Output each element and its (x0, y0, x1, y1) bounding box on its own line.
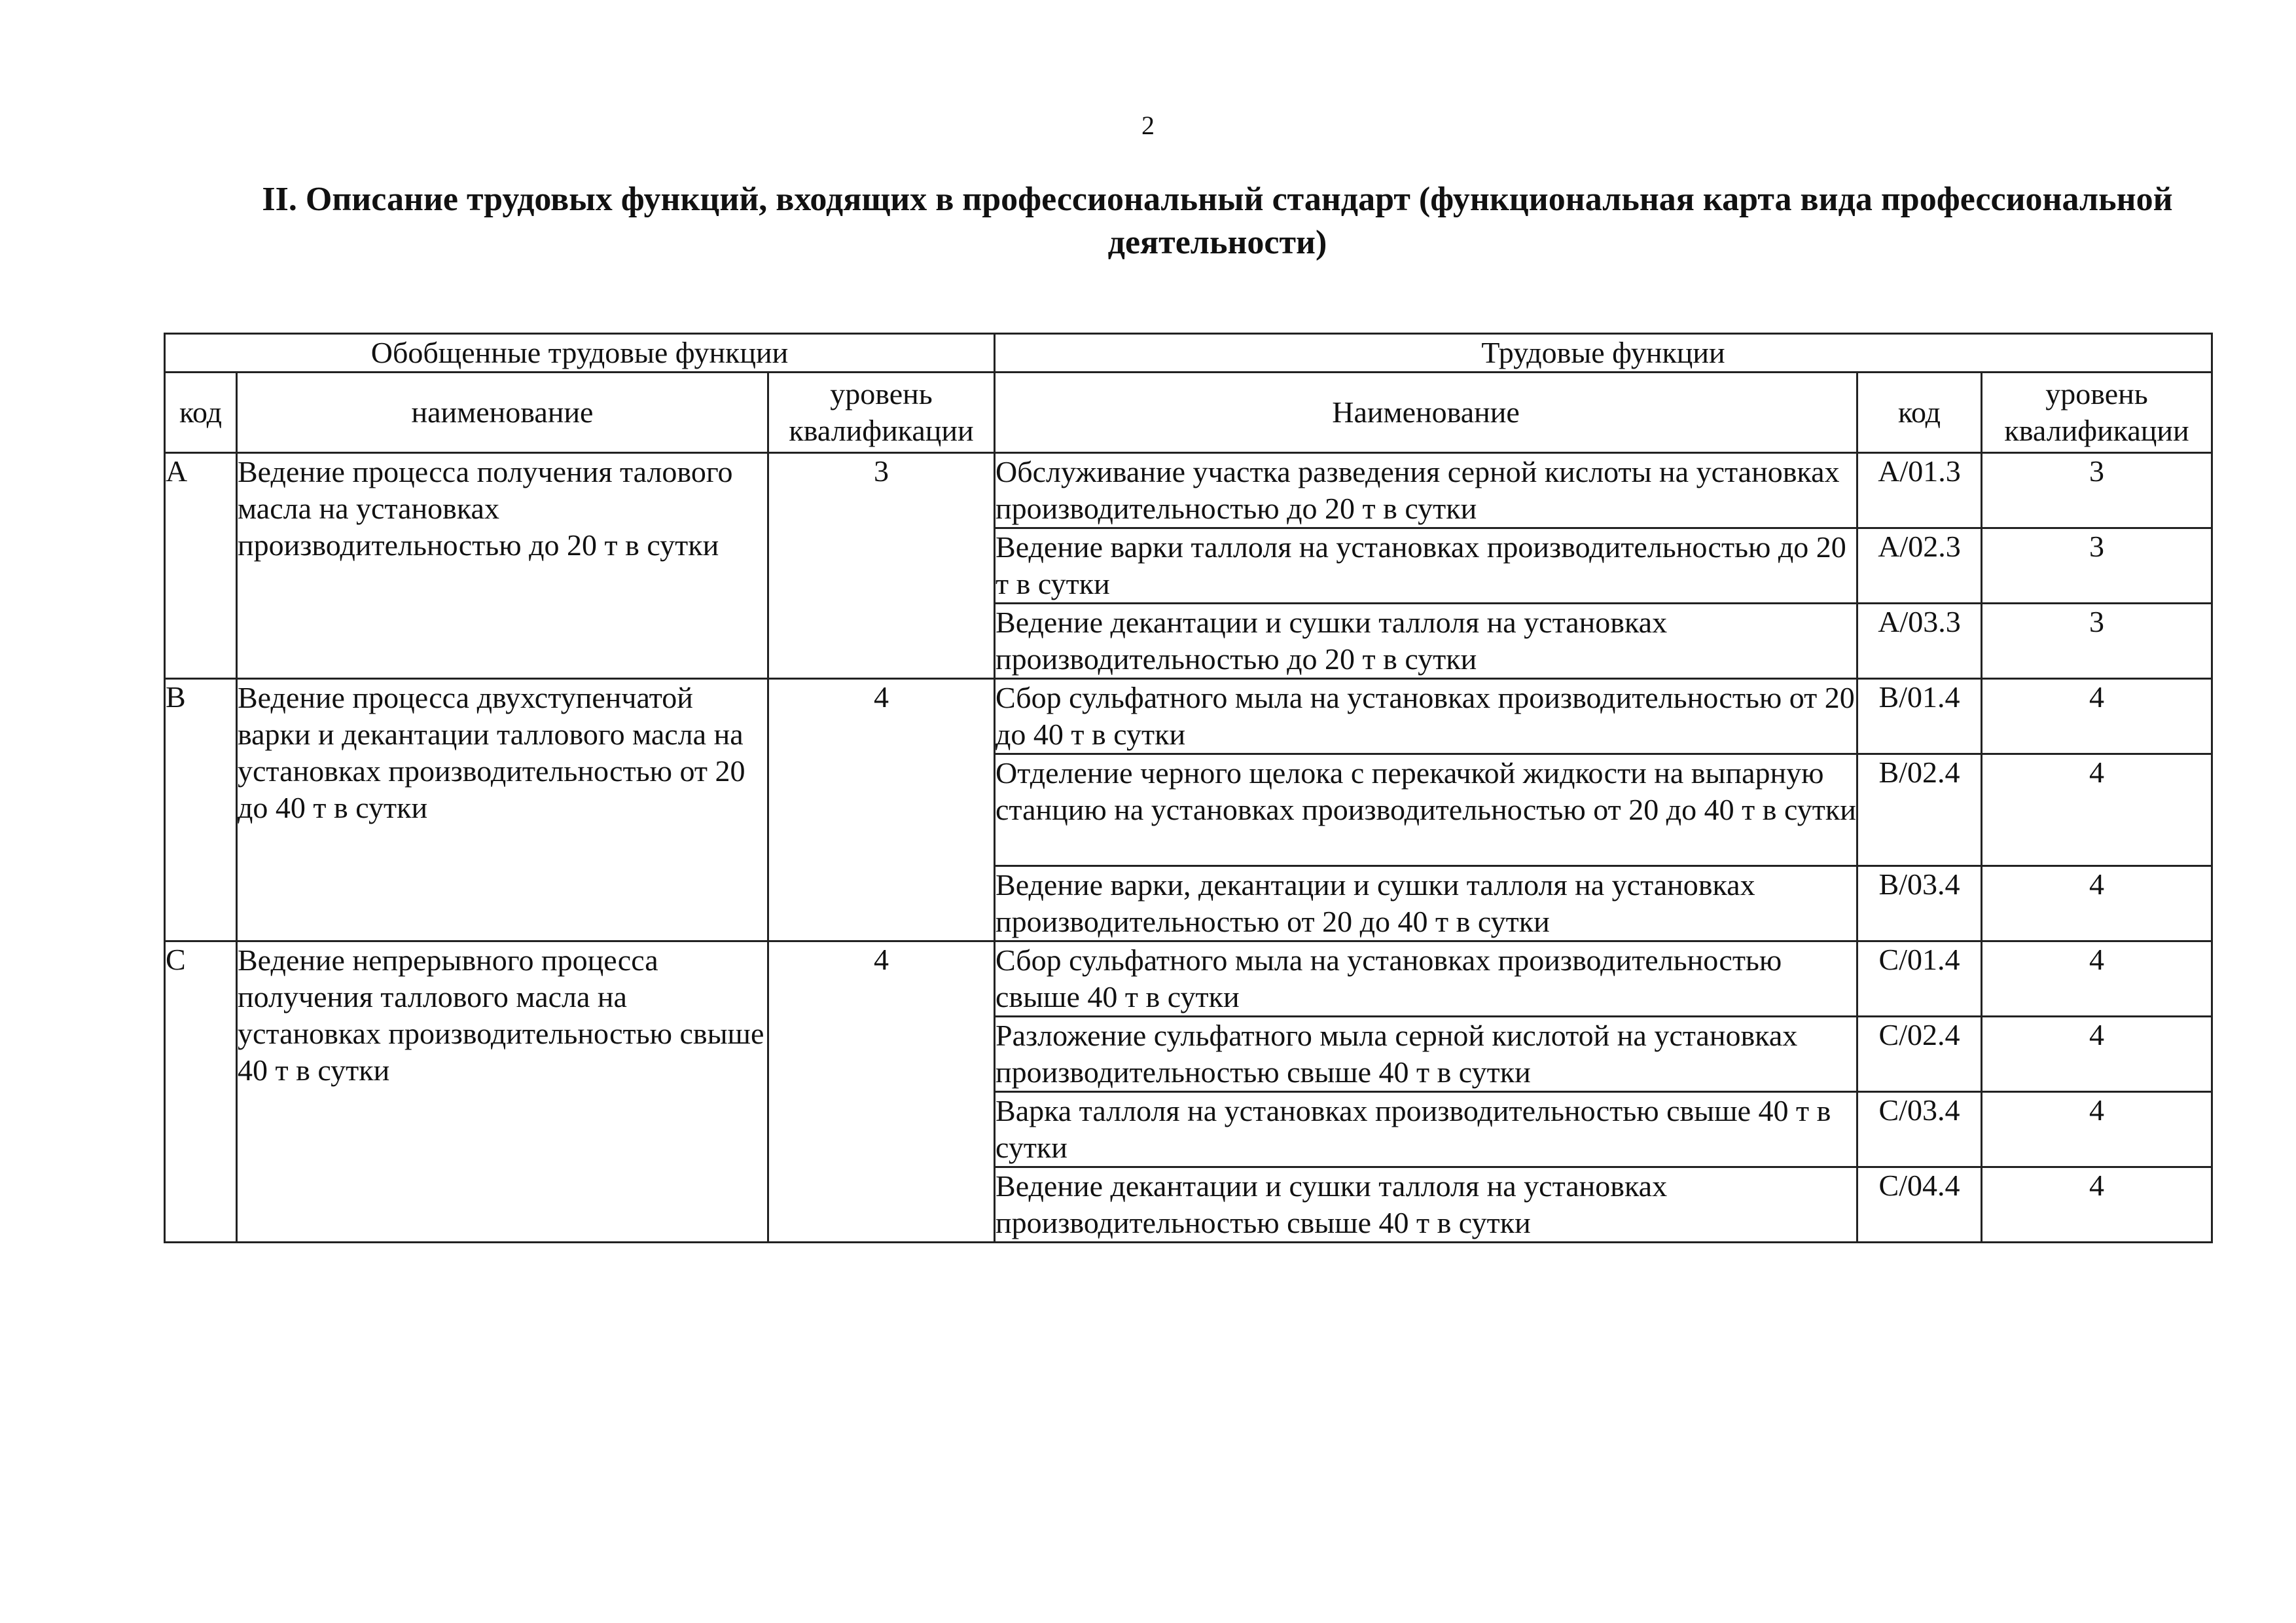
fn-name-cell: Ведение варки, декантации и сушки таллоля на установках производительностью от 20 до 40 т в сутки (995, 866, 1857, 941)
fn-level-cell: 4 (1982, 866, 2212, 941)
fn-name-cell: Ведение декантации и сушки таллоля на установках производительностью свыше 40 т в сутки (995, 1167, 1857, 1243)
gen-name-cell: Ведение процесса двухступенчатой варки и декантации таллового масла на установках производительностью от 20 до 40 т в сутки (237, 679, 768, 941)
fn-code-cell: B/01.4 (1857, 679, 1982, 754)
fn-level-cell: 3 (1982, 528, 2212, 604)
fn-code-cell: A/03.3 (1857, 604, 1982, 679)
fn-code-cell: C/04.4 (1857, 1167, 1982, 1243)
section-title: II. Описание трудовых функций, входящих в профессиональный стандарт (функциональная карта вида профессиональной деятельности) (262, 181, 2173, 261)
fn-code-cell: B/02.4 (1857, 754, 1982, 866)
fn-name-cell: Обслуживание участка разведения серной кислоты на установках производительностью до 20 т в сутки (995, 453, 1857, 528)
column-header-gen-code: код (165, 373, 237, 453)
column-header-gen-name: наименование (237, 373, 768, 453)
fn-level-cell: 4 (1982, 941, 2212, 1017)
fn-level-cell: 4 (1982, 754, 2212, 866)
fn-level-cell: 4 (1982, 1017, 2212, 1092)
gen-code-cell: A (165, 453, 237, 679)
fn-name-cell: Разложение сульфатного мыла серной кислотой на установках производительностью свыше 40 т в сутки (995, 1017, 1857, 1092)
fn-name-cell: Отделение черного щелока с перекачкой жидкости на выпарную станцию на установках производительностью от 20 до 40 т в сутки (995, 754, 1857, 866)
gen-level-cell: 4 (768, 679, 995, 941)
fn-name-cell: Ведение декантации и сушки таллоля на установках производительностью до 20 т в сутки (995, 604, 1857, 679)
table-row (165, 941, 2212, 1017)
gen-level-cell: 4 (768, 941, 995, 1243)
column-header-gen-level: уровень квалификации (768, 373, 995, 453)
column-header-fn-code: код (1857, 373, 1982, 453)
page-number: 2 (1141, 111, 1155, 140)
gen-code-cell: B (165, 679, 237, 941)
table-row (165, 453, 2212, 528)
fn-code-cell: A/02.3 (1857, 528, 1982, 604)
fn-level-cell: 3 (1982, 453, 2212, 528)
gen-code-cell: C (165, 941, 237, 1243)
column-header-fn-name: Наименование (995, 373, 1857, 453)
table-row (165, 679, 2212, 754)
fn-level-cell: 4 (1982, 1167, 2212, 1243)
column-header-fn-level: уровень квалификации (1982, 373, 2212, 453)
fn-code-cell: C/02.4 (1857, 1017, 1982, 1092)
fn-code-cell: C/03.4 (1857, 1092, 1982, 1167)
fn-level-cell: 4 (1982, 679, 2212, 754)
fn-name-cell: Сбор сульфатного мыла на установках производительностью от 20 до 40 т в сутки (995, 679, 1857, 754)
fn-level-cell: 4 (1982, 1092, 2212, 1167)
fn-code-cell: B/03.4 (1857, 866, 1982, 941)
functional-map-table (164, 333, 2213, 1243)
header-labor-functions: Трудовые функции (995, 334, 2212, 373)
fn-level-cell: 3 (1982, 604, 2212, 679)
fn-code-cell: A/01.3 (1857, 453, 1982, 528)
fn-name-cell: Ведение варки таллоля на установках производительностью до 20 т в сутки (995, 528, 1857, 604)
gen-name-cell: Ведение процесса получения талового масла на установках производительностью до 20 т в сутки (237, 453, 768, 679)
fn-name-cell: Сбор сульфатного мыла на установках производительностью свыше 40 т в сутки (995, 941, 1857, 1017)
fn-code-cell: C/01.4 (1857, 941, 1982, 1017)
fn-name-cell: Варка таллоля на установках производительностью свыше 40 т в сутки (995, 1092, 1857, 1167)
gen-level-cell: 3 (768, 453, 995, 679)
header-generalized-functions: Обобщенные трудовые функции (165, 334, 995, 373)
gen-name-cell: Ведение непрерывного процесса получения таллового масла на установках производительностью свыше 40 т в сутки (237, 941, 768, 1243)
